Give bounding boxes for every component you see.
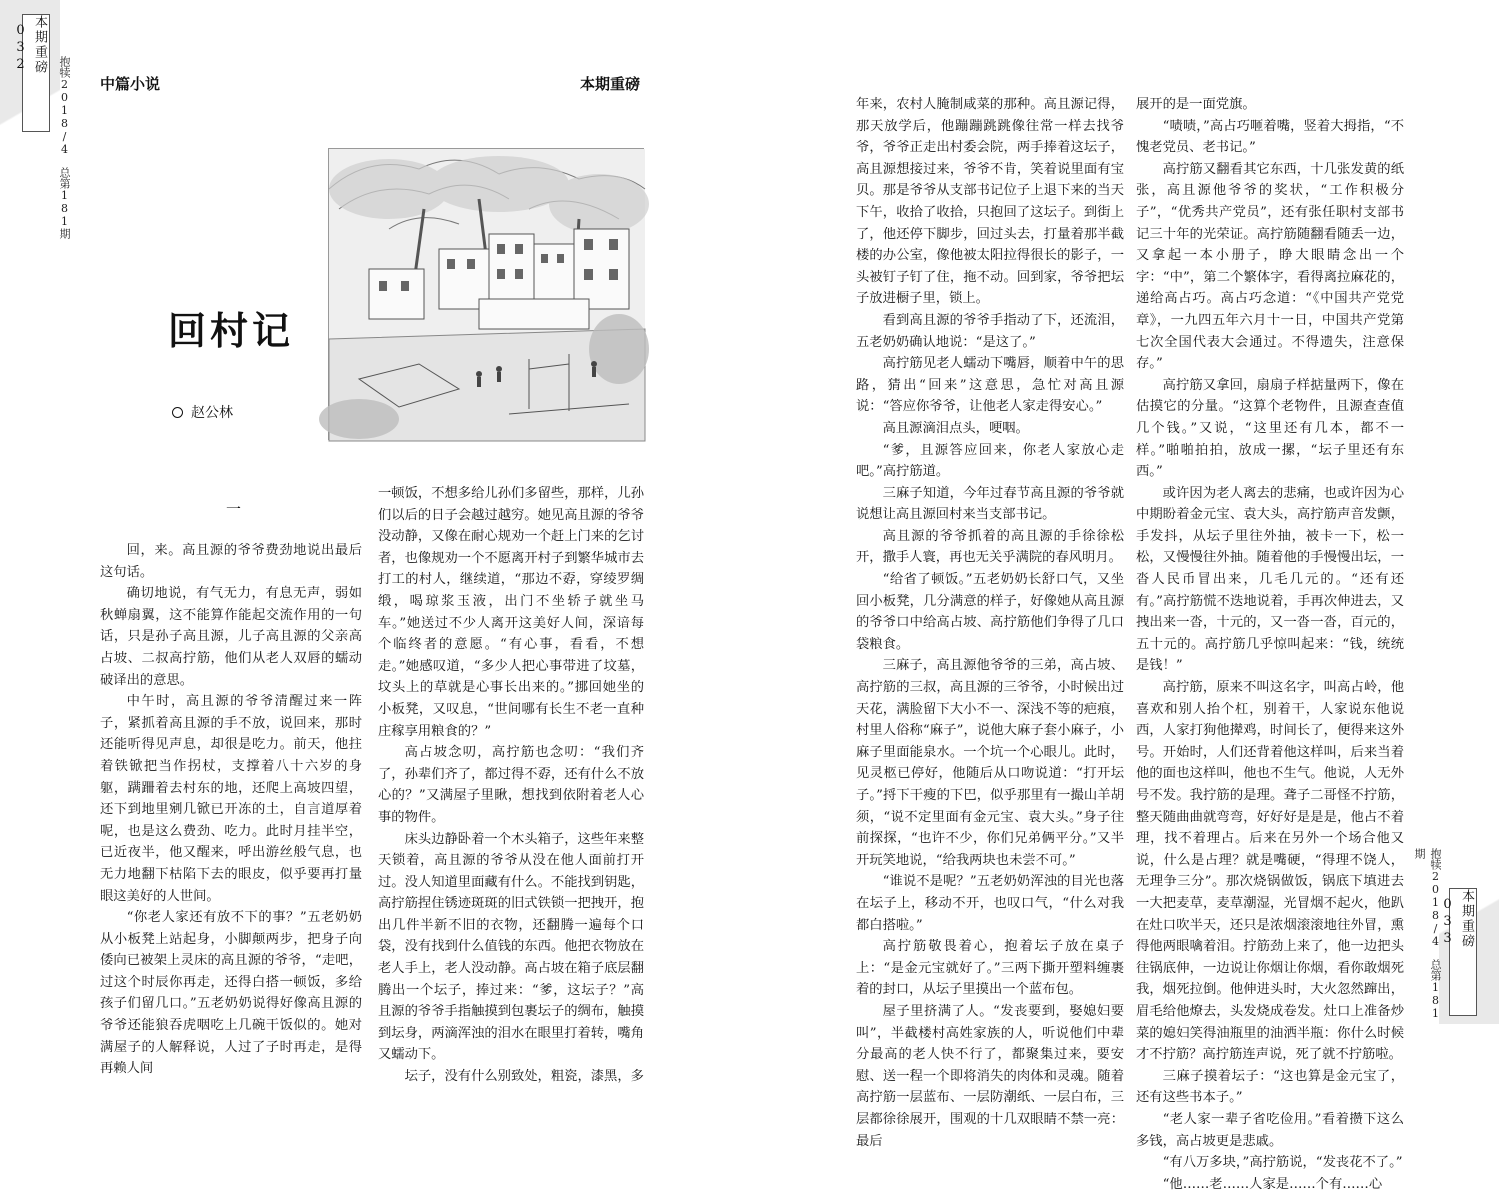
left-issue-info: 抱犊2018/4 总第181期 — [58, 56, 71, 239]
right-tab-page: 033 — [1440, 897, 1455, 948]
paragraph: 床头边静卧着一个木头箱子，这些年来整天锁着，高且源的爷爷从没在他人面前打开过。没人知道里面藏有什么。不能找到钥匙，高拧筋捏住锈迹斑斑的旧式铁锁一把拽开，抱出几件半新不旧的衣物，还翻腾一遍每个口袋，没有找到什么值钱的东西。他把衣物放在老人手上，老人没动静。高占坡在箱子底层翻腾出一个坛子，捧过来：“爹，这坛子？”高且源的爷爷手指触摸到包裹坛子的绸布，触摸到坛身，两滴浑浊的泪水在眼里打着转，嘴角又蠕动下。 — [378, 831, 644, 1063]
paragraph: 高且源滴泪点头，哽咽。 — [882, 420, 1029, 436]
text-column-3 — [856, 94, 1124, 1152]
circle-bullet-icon — [172, 407, 183, 418]
village-sketch-svg — [329, 149, 645, 441]
left-section-tab — [13, 14, 50, 132]
paragraph: 高拧筋又拿回，扇扇子样掂量两下，像在估摸它的分量。“这算个老物件，且源查查值几个钱。”又说，“这里还有几本，都不一样。”啪啪拍拍，放成一摞，“坛子里还有东西。” — [1136, 377, 1404, 480]
paragraph: “有八万多块，”高拧筋说，“发丧花不了。” — [1162, 1155, 1403, 1171]
paragraph: 坛子，没有什么别致处，粗瓷，漆黑，多 — [404, 1069, 644, 1085]
paragraph: 高且源的爷爷抓着的高且源的手徐徐松开，撒手人寰，再也无关乎满院的春风明月。 — [856, 528, 1124, 566]
paragraph: 回，来。高且源的爷爷费劲地说出最后这句话。 — [100, 543, 362, 580]
paragraph: 年来，农村人腌制咸菜的那种。高且源记得，那天放学后，他蹦蹦跳跳像往常一样去找爷爷，爷爷正走出村委会院，两手捧着这坛子，高且源想接过来，爷爷不肯，笑着说里面有宝贝。那是爷爷从支部书记位子上退下来的当天下午，收拾了收拾，只抱回了这坛子。到街上了，他还停下脚步，回过头去，打量着那半截楼的办公室，像他被太阳拉得很长的影子，一头被钉子钉了住，拖不动。回到家，爷爷把坛子放进橱子里，锁上。 — [856, 97, 1124, 307]
paragraph: 高拧筋见老人蠕动下嘴唇，顺着中午的思路，猜出“回来”这意思，急忙对高且源说：“答应你爷爷，让他老人家走得安心。” — [856, 356, 1124, 415]
paragraph: 中午时，高且源的爷爷清醒过来一阵子，紧抓着高且源的手不放，说回来，那时还能听得见声息，却很是吃力。前天，他拄着铁锨把当作拐杖，支撑着八十六岁的身躯，蹒跚着去村东的地，还爬上高坡四望，还下到地里剜几锨已开冻的土，自言道厚着呢，也是这么费劲、吃力。此时月挂半空，已近夜半，他又醒来，呼出游丝般气息，也无力地翻下枯陷下去的眼皮，似乎要再打量眼这美好的人世间。 — [100, 694, 362, 904]
author-name: 赵公林 — [191, 405, 233, 421]
paragraph: 高拧筋，原来不叫这名字，叫高占岭，他喜欢和别人抬个杠，别着干，人家说东他说西，人家打狗他撵鸡，时间长了，便得来这外号。开始时，人们还背着他这样叫，后来当着他的面也这样叫，他也不生气。他说，人无外号不发。我拧筋的是理。聋子二哥怪不拧筋，整天随曲曲就弯弯，好好好是是是，他占不着理，找不着理占。后来在另外一个场合他又说，什么是占理？就是嘴硬，“得理不饶人，无理争三分”。那次烧锅做饭，锅底下填进去一大把麦草，麦草潮湿，光冒烟不起火，他趴在灶口吹半天，还只是浓烟滚滚地往外冒，熏得他两眼噙着泪。拧筋劲上来了，他一边把头往锅底伸，一边说让你烟让你烟，看你敢烟死我，烟死拉倒。他伸进头时，大火忽然蹿出，眉毛给他燎去，头发烧成卷发。灶口上准备炒菜的媳妇笑得油瓶里的油洒半瓶：你什么时候才不拧筋？高拧筋连声说，死了就不拧筋啦。 — [1136, 680, 1404, 1063]
paragraph: 屋子里挤满了人。“发丧要到，娶媳妇要叫”，半截楼村高姓家族的人，听说他们中辈分最高的老人快不行了，都聚集过来，要安慰、送一程一个即将消失的肉体和灵魂。随着高拧筋一层蓝布、一层防潮纸、一层白布，三层都徐徐展开，围观的十几双眼睛不禁一亮：最后 — [856, 1003, 1124, 1149]
header-category: 中篇小说 — [100, 75, 161, 93]
paragraph: 高拧筋又翻看其它东西，十几张发黄的纸张，高且源他爷爷的奖状，“工作积极分子”，“优秀共产党员”，还有张任职村支部书记三十年的光荣证。高拧筋随翻看随丢一边，又拿起一本小册子，睁大眼睛念出一个字：“中”，第二个繁体字，看得离拉麻花的，递给高占巧。高占巧念道：“《中国共产党党章》，一九四五年六月十一日，中国共产党第七次全国代表大会通过。不得遗失，注意保存。” — [1136, 161, 1404, 372]
paragraph: “给省了顿饭。”五老奶奶长舒口气，又坐回小板凳，几分满意的样子，好像她从高且源的爷爷口中给高占坡、高拧筋他们争得了几口袋粮食。 — [856, 572, 1124, 652]
paragraph: “他……老……人家是……个有……心 — [1162, 1176, 1383, 1192]
paragraph: “啧啧，”高占巧咂着嘴，竖着大拇指，“不愧老党员、老书记。” — [1136, 118, 1404, 156]
text-column-4 — [1136, 94, 1404, 1195]
paragraph: 确切地说，有气无力，有息无声，弱如秋蝉扇翼，这不能算作能起交流作用的一句话，只是孙子高且源，儿子高且源的父亲高占坡、二叔高拧筋，他们从老人双唇的蠕动破译出的意思。 — [100, 586, 362, 688]
text-column-2 — [378, 483, 644, 1088]
paragraph: 三麻子知道，今年过春节高且源的爷爷就说想让高且源回村来当支部书记。 — [856, 485, 1124, 523]
paragraph: “老人家一辈子省吃俭用。”看着攒下这么多钱，高占坡更是悲戚。 — [1136, 1111, 1404, 1149]
paragraph: 展开的是一面党旗。 — [1136, 97, 1256, 112]
paragraph: “谁说不是呢？”五老奶奶浑浊的目光也落在坛子上，移动不开，也叹口气，“什么对我都白搭啦。” — [856, 874, 1124, 933]
right-section-tab — [1440, 888, 1477, 1016]
author-line — [172, 402, 233, 422]
left-tab-page: 032 — [13, 23, 28, 74]
text-column-1 — [100, 540, 362, 1080]
paragraph: 或许因为老人离去的悲痛，也或许因为心中期盼着金元宝、袁大头，高拧筋声音发颤，手发抖，从坛子里往外抽，被卡一下，松一松，又慢慢往外抽。随着他的手慢慢出坛，一沓人民币冒出来，几毛几元的。“还有还有。”高拧筋慌不迭地说着，手再次伸进去，又拽出来一沓，十元的，又一沓一沓，百元的，五十元的。高拧筋几乎惊叫起来：“钱，统统是钱！” — [1136, 485, 1404, 674]
section-number: 一 — [226, 500, 242, 518]
right-tab-section: 本期重磅 — [1459, 889, 1474, 949]
paragraph: 高占坡念叨，高拧筋也念叨：“我们齐了，孙辈们齐了，都过得不孬，还有什么不放心的？”又满屋子里瞅，想找到依附着老人心事的物件。 — [378, 745, 644, 825]
header-section: 本期重磅 — [580, 75, 641, 93]
paragraph: 三麻子摸着坛子：“这也算是金元宝了，还有这些书本子。” — [1136, 1068, 1404, 1106]
story-title: 回村记 — [168, 308, 295, 353]
paragraph: 一顿饭，不想多给儿孙们多留些，那样，儿孙们以后的日子会越过越穷。她见高且源的爷爷没动静，又像在耐心规劝一个赶上门来的乞讨者，也像规劝一个不愿离开村子到繁华城市去打工的村人，继续道，“那边不孬，穿绫罗绸缎，喝琼浆玉液，出门不坐轿子就坐马车。”她送过不少人离开这美好人间，深谙每个临终者的意愿。“有心事，看看，不想走。”她感叹道，“多少人把心事带进了坟墓，坟头上的草就是心事长出来的。”挪回她坐的小板凳，又叹息，“世间哪有长生不老一直种庄稼享用粮食的？” — [378, 486, 644, 739]
right-issue-info: 抱犊2018/4 总第181期 — [1413, 848, 1442, 1020]
paragraph: “爹，且源答应回来，你老人家放心走吧。”高拧筋道。 — [856, 442, 1124, 480]
paragraph: “你老人家还有放不下的事？”五老奶奶从小板凳上站起身，小脚颠两步，把身子向倭向已被架上灵床的高且源的爷爷，“走吧，过这个时辰你再走，还得白搭一顿饭，多给孩子们留几口。”五老奶奶说得好像高且源的爷爷还能狼吞虎咽吃上几碗干饭似的。她对满屋子的人解释说，人过了子时再走，是得再赖人间 — [100, 910, 362, 1077]
paragraph: 高拧筋敬畏着心，抱着坛子放在桌子上：“是金元宝就好了。”三两下撕开塑料缠裹着的封口，从坛子里摸出一个蓝布包。 — [856, 939, 1124, 998]
paragraph: 三麻子，高且源他爷爷的三弟，高占坡、高拧筋的三叔，高且源的三爷爷，小时候出过天花，满脸留下大小不一、深浅不等的疤痕，村里人俗称“麻子”，说他大麻子套小麻子，小麻子里面能泉水。一个坑一个心眼儿。此时，见灵柩已停好，他随后从口吻说道：“打开坛子。”捋下干瘦的下巴，似乎那里有一撮山羊胡须，“说不定里面有金元宝、袁大头。”身子往前探探，“也许不少，你们兄弟俩平分。”又半开玩笑地说，“给我两块也未尝不可。” — [856, 658, 1124, 868]
left-tab-section: 本期重磅 — [32, 15, 47, 75]
paragraph: 看到高且源的爷爷手指动了下，还流泪，五老奶奶确认地说：“是这了。” — [856, 312, 1124, 350]
village-sketch-illustration — [328, 148, 644, 440]
